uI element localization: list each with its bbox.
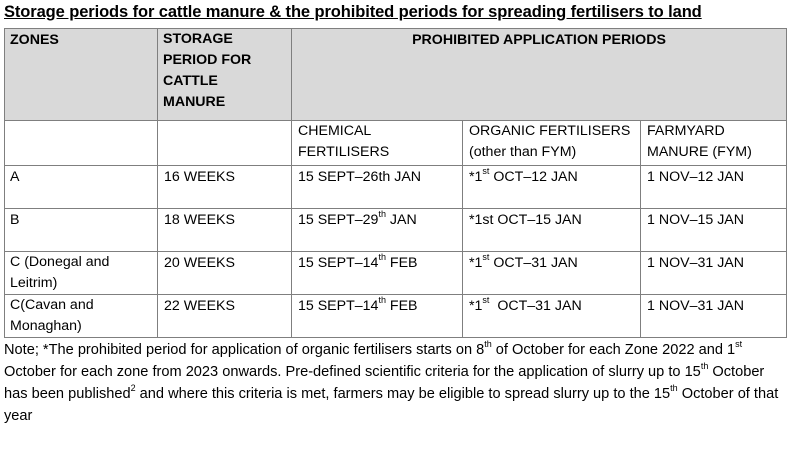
chemical-sup: th xyxy=(378,209,386,220)
fym-header-line: FARMYARD xyxy=(647,123,725,139)
storage-value: 20 WEEKS xyxy=(164,255,235,271)
organic-value: *1st OCT–15 JAN xyxy=(469,212,582,228)
footnote xyxy=(4,339,790,427)
footnote-sup: th xyxy=(700,361,709,372)
chemical-value: 15 SEPT–26th JAN xyxy=(298,169,422,185)
organic-value-end: OCT–31 JAN xyxy=(489,255,578,271)
storage-header xyxy=(158,29,292,121)
fym-header-line: MANURE (FYM) xyxy=(647,144,752,160)
organic-value: *1 xyxy=(469,255,483,271)
prohibited-header-label: PROHIBITED APPLICATION PERIODS xyxy=(412,32,666,48)
organic-sup: st xyxy=(482,295,490,306)
storage-periods-table xyxy=(4,28,787,338)
storage-value: 18 WEEKS xyxy=(164,212,235,228)
storage-cell xyxy=(158,209,292,252)
fym-value: 1 NOV–15 JAN xyxy=(647,212,744,228)
chemical-value-end: JAN xyxy=(385,212,417,228)
organic-value: *1 xyxy=(469,169,483,185)
organic-value: *1 xyxy=(469,298,483,314)
table-row xyxy=(5,166,787,209)
storage-header-line: PERIOD FOR xyxy=(163,52,252,68)
zone-label: B xyxy=(10,212,20,228)
footnote-text: October of that year xyxy=(4,386,779,424)
zone-cell xyxy=(5,252,158,295)
footnote-text: Note; *The prohibited period for application of organic fertilisers starts on 8 xyxy=(4,342,485,358)
zones-header-label: ZONES xyxy=(10,32,59,48)
organic-cell xyxy=(463,166,641,209)
storage-cell xyxy=(158,295,292,338)
zone-label: Leitrim) xyxy=(10,275,58,291)
subheader-row xyxy=(5,121,787,166)
fym-header xyxy=(641,121,787,166)
chemical-cell xyxy=(292,166,463,209)
footnote-text: and where this criteria is met, farmers may be eligible to spread slurry up to the 15 xyxy=(135,386,671,402)
fym-value: 1 NOV–31 JAN xyxy=(647,255,744,271)
fym-cell xyxy=(641,166,787,209)
storage-header-line: CATTLE xyxy=(163,73,218,89)
table-row xyxy=(5,295,787,338)
footnote-text: October has been published xyxy=(4,364,765,402)
chemical-value: 15 SEPT–14 xyxy=(298,255,379,271)
chemical-header xyxy=(292,121,463,166)
footnote-sup: st xyxy=(735,339,743,350)
chemical-value: 15 SEPT–14 xyxy=(298,298,379,314)
table-row xyxy=(5,252,787,295)
prohibited-header xyxy=(292,29,787,121)
fym-cell xyxy=(641,209,787,252)
chemical-header-line: CHEMICAL xyxy=(298,123,372,139)
chemical-cell xyxy=(292,295,463,338)
storage-value: 16 WEEKS xyxy=(164,169,235,185)
organic-value-end: OCT–31 JAN xyxy=(489,298,582,314)
chemical-value-end: FEB xyxy=(385,298,418,314)
organic-cell xyxy=(463,252,641,295)
table-row xyxy=(5,209,787,252)
zones-header xyxy=(5,29,158,121)
fym-cell xyxy=(641,295,787,338)
chemical-header-line: FERTILISERS xyxy=(298,144,390,160)
table-title: Storage periods for cattle manure & the prohibited periods for spreading fertilisers to land xyxy=(4,3,702,21)
fym-value: 1 NOV–12 JAN xyxy=(647,169,744,185)
storage-cell xyxy=(158,252,292,295)
subheader-blank-zone xyxy=(5,121,158,166)
zone-cell xyxy=(5,209,158,252)
zone-label: C (Donegal and xyxy=(10,254,110,270)
subheader-blank-storage xyxy=(158,121,292,166)
organic-sup: st xyxy=(482,252,490,263)
chemical-value: 15 SEPT–29 xyxy=(298,212,379,228)
zone-cell xyxy=(5,295,158,338)
footnote-sup: th xyxy=(484,339,492,350)
chemical-value-end: FEB xyxy=(385,255,418,271)
organic-cell xyxy=(463,209,641,252)
zone-cell xyxy=(5,166,158,209)
zone-label: C(Cavan and xyxy=(10,297,94,313)
footnote-sup: 2 xyxy=(130,383,136,394)
organic-header-line: (other than FYM) xyxy=(469,144,577,160)
footnote-text: October for each zone from 2023 onwards. Pre-defined scientific criteria for the application of slurry up to 15 xyxy=(4,364,701,380)
footnote-sup: th xyxy=(670,383,678,394)
zone-label: Monaghan) xyxy=(10,318,82,334)
chemical-sup: th xyxy=(378,295,386,306)
organic-cell xyxy=(463,295,641,338)
chemical-cell xyxy=(292,209,463,252)
chemical-sup: th xyxy=(378,252,386,263)
fym-value: 1 NOV–31 JAN xyxy=(647,298,744,314)
storage-cell xyxy=(158,166,292,209)
organic-sup: st xyxy=(482,166,490,177)
organic-value-end: OCT–12 JAN xyxy=(489,169,578,185)
organic-header xyxy=(463,121,641,166)
header-row xyxy=(5,29,787,121)
storage-header-line: STORAGE xyxy=(163,31,233,47)
chemical-cell xyxy=(292,252,463,295)
fym-cell xyxy=(641,252,787,295)
storage-header-line: MANURE xyxy=(163,94,226,110)
zone-label: A xyxy=(10,169,20,185)
footnote-text: of October for each Zone 2022 and 1 xyxy=(491,342,736,358)
organic-header-line: ORGANIC FERTILISERS xyxy=(469,123,631,139)
storage-value: 22 WEEKS xyxy=(164,298,235,314)
